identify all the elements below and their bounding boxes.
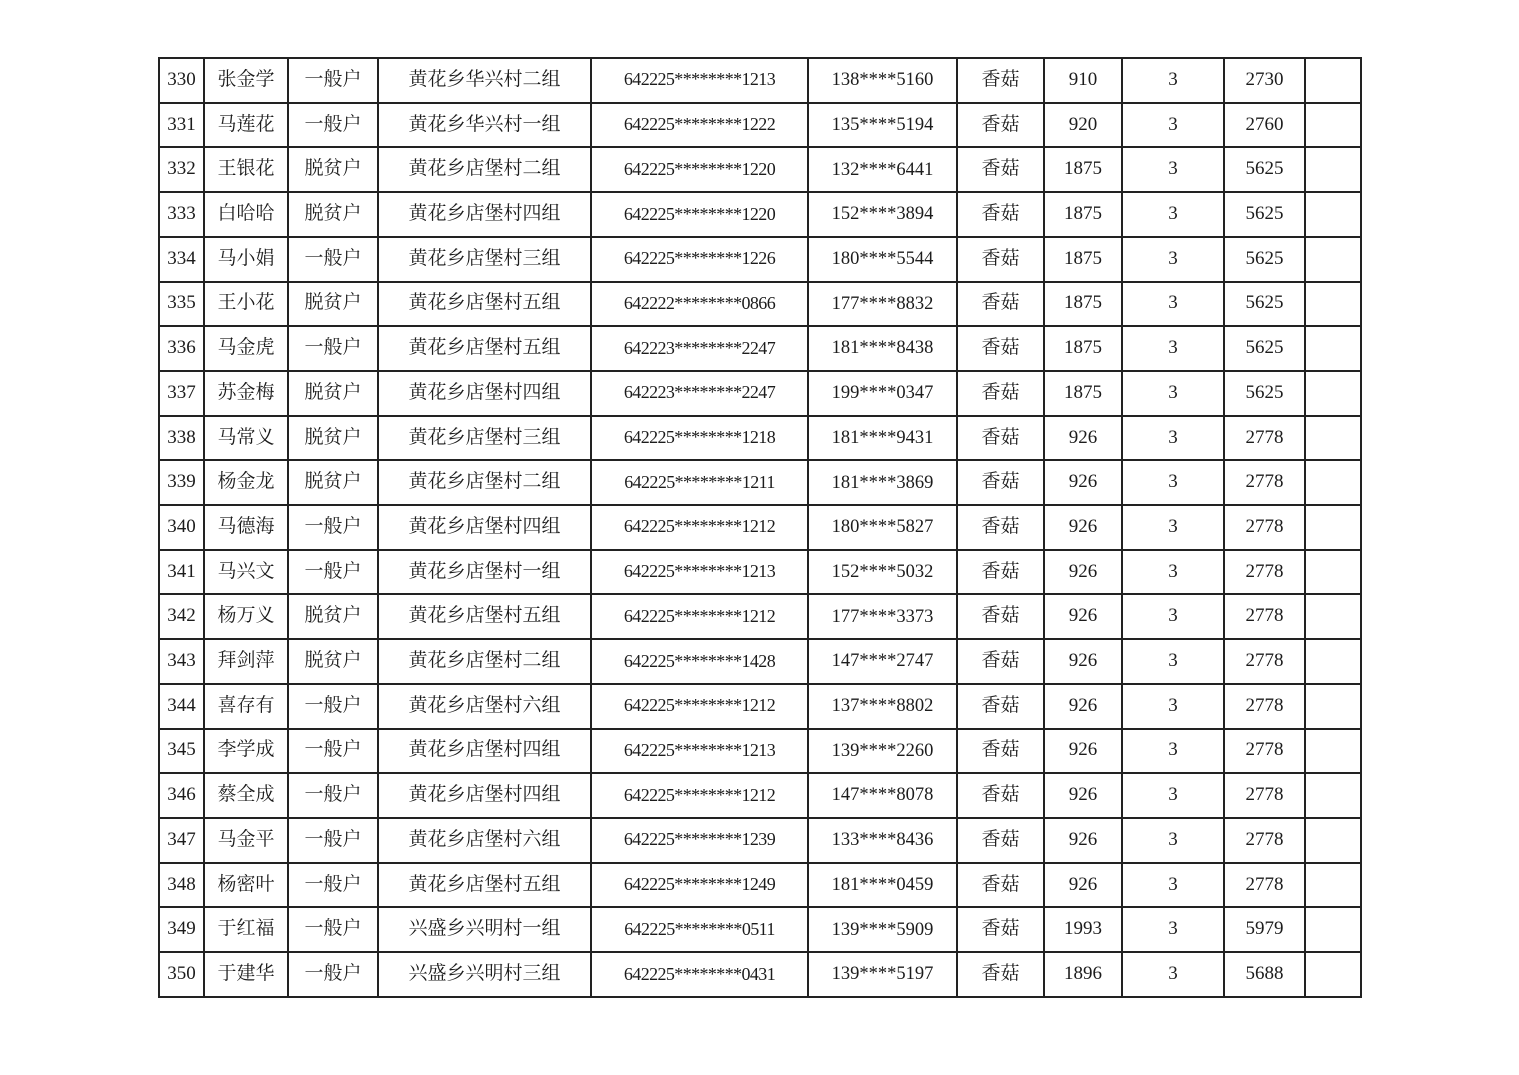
cell-unit-count: 3 <box>1122 639 1224 684</box>
cell-unit-count: 3 <box>1122 818 1224 863</box>
cell-phone-number: 177****3373 <box>808 594 957 639</box>
cell-total-amount: 2778 <box>1224 863 1305 908</box>
cell-person-name: 白哈哈 <box>204 192 288 237</box>
cell-note <box>1305 326 1361 371</box>
cell-phone-number: 180****5827 <box>808 505 957 550</box>
cell-phone-number: 152****5032 <box>808 550 957 595</box>
cell-phone-number: 177****8832 <box>808 282 957 327</box>
cell-id-number: 642225********1428 <box>591 639 808 684</box>
cell-row-number: 333 <box>159 192 204 237</box>
cell-person-name: 于红福 <box>204 907 288 952</box>
cell-household-type: 脱贫户 <box>288 594 378 639</box>
cell-total-amount: 5625 <box>1224 326 1305 371</box>
cell-phone-number: 139****5909 <box>808 907 957 952</box>
cell-total-amount: 5625 <box>1224 282 1305 327</box>
cell-quantity: 926 <box>1044 460 1122 505</box>
cell-phone-number: 199****0347 <box>808 371 957 416</box>
cell-row-number: 330 <box>159 58 204 103</box>
roster-table-body <box>159 58 1361 997</box>
cell-address: 黄花乡店堡村三组 <box>378 237 591 282</box>
cell-quantity: 910 <box>1044 58 1122 103</box>
cell-address: 黄花乡店堡村三组 <box>378 416 591 461</box>
cell-person-name: 马兴文 <box>204 550 288 595</box>
cell-person-name: 马常义 <box>204 416 288 461</box>
cell-id-number: 642225********1220 <box>591 192 808 237</box>
cell-id-number: 642225********0431 <box>591 952 808 997</box>
cell-product: 香菇 <box>957 460 1044 505</box>
cell-note <box>1305 58 1361 103</box>
cell-household-type: 脱贫户 <box>288 147 378 192</box>
cell-phone-number: 181****9431 <box>808 416 957 461</box>
cell-note <box>1305 773 1361 818</box>
cell-total-amount: 5688 <box>1224 952 1305 997</box>
cell-phone-number: 181****3869 <box>808 460 957 505</box>
cell-quantity: 926 <box>1044 505 1122 550</box>
cell-id-number: 642225********1212 <box>591 773 808 818</box>
cell-total-amount: 2778 <box>1224 818 1305 863</box>
cell-unit-count: 3 <box>1122 594 1224 639</box>
cell-id-number: 642225********1213 <box>591 58 808 103</box>
cell-phone-number: 147****2747 <box>808 639 957 684</box>
table-row <box>159 147 1361 192</box>
cell-phone-number: 132****6441 <box>808 147 957 192</box>
cell-note <box>1305 416 1361 461</box>
cell-address: 黄花乡华兴村二组 <box>378 58 591 103</box>
cell-quantity: 1875 <box>1044 326 1122 371</box>
cell-unit-count: 3 <box>1122 147 1224 192</box>
table-row <box>159 103 1361 148</box>
cell-id-number: 642225********1222 <box>591 103 808 148</box>
cell-id-number: 642225********1213 <box>591 550 808 595</box>
cell-person-name: 苏金梅 <box>204 371 288 416</box>
cell-id-number: 642222********0866 <box>591 282 808 327</box>
cell-row-number: 345 <box>159 729 204 774</box>
cell-id-number: 642225********1239 <box>591 818 808 863</box>
table-row <box>159 460 1361 505</box>
cell-phone-number: 147****8078 <box>808 773 957 818</box>
cell-total-amount: 2778 <box>1224 594 1305 639</box>
cell-product: 香菇 <box>957 237 1044 282</box>
cell-phone-number: 133****8436 <box>808 818 957 863</box>
cell-unit-count: 3 <box>1122 237 1224 282</box>
cell-household-type: 脱贫户 <box>288 416 378 461</box>
cell-total-amount: 2778 <box>1224 460 1305 505</box>
cell-phone-number: 152****3894 <box>808 192 957 237</box>
cell-row-number: 336 <box>159 326 204 371</box>
cell-product: 香菇 <box>957 818 1044 863</box>
cell-phone-number: 181****0459 <box>808 863 957 908</box>
cell-note <box>1305 818 1361 863</box>
cell-unit-count: 3 <box>1122 505 1224 550</box>
cell-person-name: 喜存有 <box>204 684 288 729</box>
cell-address: 黄花乡店堡村六组 <box>378 684 591 729</box>
cell-note <box>1305 103 1361 148</box>
cell-person-name: 王银花 <box>204 147 288 192</box>
cell-unit-count: 3 <box>1122 192 1224 237</box>
cell-address: 黄花乡店堡村五组 <box>378 863 591 908</box>
cell-person-name: 王小花 <box>204 282 288 327</box>
cell-quantity: 1875 <box>1044 192 1122 237</box>
cell-note <box>1305 639 1361 684</box>
cell-total-amount: 2760 <box>1224 103 1305 148</box>
cell-address: 黄花乡店堡村二组 <box>378 639 591 684</box>
cell-product: 香菇 <box>957 371 1044 416</box>
cell-note <box>1305 684 1361 729</box>
cell-row-number: 350 <box>159 952 204 997</box>
cell-unit-count: 3 <box>1122 863 1224 908</box>
cell-row-number: 349 <box>159 907 204 952</box>
cell-household-type: 脱贫户 <box>288 639 378 684</box>
cell-note <box>1305 237 1361 282</box>
cell-product: 香菇 <box>957 416 1044 461</box>
cell-row-number: 341 <box>159 550 204 595</box>
cell-address: 黄花乡店堡村四组 <box>378 505 591 550</box>
cell-unit-count: 3 <box>1122 729 1224 774</box>
cell-quantity: 1875 <box>1044 371 1122 416</box>
cell-phone-number: 138****5160 <box>808 58 957 103</box>
cell-household-type: 一般户 <box>288 729 378 774</box>
cell-total-amount: 2778 <box>1224 505 1305 550</box>
cell-quantity: 1993 <box>1044 907 1122 952</box>
cell-row-number: 347 <box>159 818 204 863</box>
cell-address: 黄花乡店堡村六组 <box>378 818 591 863</box>
cell-id-number: 642225********1226 <box>591 237 808 282</box>
cell-total-amount: 5625 <box>1224 192 1305 237</box>
cell-quantity: 926 <box>1044 594 1122 639</box>
cell-product: 香菇 <box>957 773 1044 818</box>
cell-unit-count: 3 <box>1122 416 1224 461</box>
table-row <box>159 594 1361 639</box>
cell-product: 香菇 <box>957 684 1044 729</box>
cell-household-type: 脱贫户 <box>288 460 378 505</box>
table-row <box>159 639 1361 684</box>
cell-quantity: 926 <box>1044 863 1122 908</box>
table-row <box>159 684 1361 729</box>
cell-note <box>1305 505 1361 550</box>
cell-unit-count: 3 <box>1122 371 1224 416</box>
cell-unit-count: 3 <box>1122 58 1224 103</box>
cell-unit-count: 3 <box>1122 550 1224 595</box>
table-row <box>159 192 1361 237</box>
table-row <box>159 505 1361 550</box>
cell-total-amount: 2778 <box>1224 684 1305 729</box>
cell-product: 香菇 <box>957 103 1044 148</box>
cell-address: 黄花乡店堡村五组 <box>378 326 591 371</box>
cell-note <box>1305 147 1361 192</box>
cell-row-number: 339 <box>159 460 204 505</box>
cell-address: 黄花乡店堡村四组 <box>378 192 591 237</box>
cell-household-type: 一般户 <box>288 326 378 371</box>
cell-product: 香菇 <box>957 550 1044 595</box>
cell-row-number: 338 <box>159 416 204 461</box>
table-row <box>159 58 1361 103</box>
table-row <box>159 237 1361 282</box>
cell-address: 黄花乡华兴村一组 <box>378 103 591 148</box>
cell-note <box>1305 863 1361 908</box>
table-row <box>159 416 1361 461</box>
cell-id-number: 642225********1213 <box>591 729 808 774</box>
cell-total-amount: 5625 <box>1224 371 1305 416</box>
cell-row-number: 344 <box>159 684 204 729</box>
cell-row-number: 343 <box>159 639 204 684</box>
cell-quantity: 1875 <box>1044 237 1122 282</box>
cell-address: 黄花乡店堡村一组 <box>378 550 591 595</box>
cell-person-name: 杨密叶 <box>204 863 288 908</box>
cell-total-amount: 5625 <box>1224 147 1305 192</box>
cell-unit-count: 3 <box>1122 326 1224 371</box>
cell-id-number: 642225********0511 <box>591 907 808 952</box>
cell-id-number: 642225********1249 <box>591 863 808 908</box>
cell-quantity: 926 <box>1044 639 1122 684</box>
cell-household-type: 一般户 <box>288 907 378 952</box>
cell-product: 香菇 <box>957 952 1044 997</box>
cell-phone-number: 180****5544 <box>808 237 957 282</box>
household-roster-table <box>158 57 1362 998</box>
cell-person-name: 于建华 <box>204 952 288 997</box>
cell-unit-count: 3 <box>1122 460 1224 505</box>
cell-person-name: 马金虎 <box>204 326 288 371</box>
table-row <box>159 550 1361 595</box>
cell-unit-count: 3 <box>1122 282 1224 327</box>
cell-total-amount: 2730 <box>1224 58 1305 103</box>
cell-quantity: 926 <box>1044 684 1122 729</box>
cell-row-number: 334 <box>159 237 204 282</box>
cell-address: 兴盛乡兴明村一组 <box>378 907 591 952</box>
cell-note <box>1305 192 1361 237</box>
cell-row-number: 340 <box>159 505 204 550</box>
cell-product: 香菇 <box>957 907 1044 952</box>
cell-address: 黄花乡店堡村二组 <box>378 147 591 192</box>
cell-product: 香菇 <box>957 58 1044 103</box>
cell-person-name: 张金学 <box>204 58 288 103</box>
cell-unit-count: 3 <box>1122 907 1224 952</box>
table-row <box>159 773 1361 818</box>
cell-quantity: 926 <box>1044 550 1122 595</box>
cell-row-number: 337 <box>159 371 204 416</box>
cell-address: 黄花乡店堡村五组 <box>378 282 591 327</box>
cell-product: 香菇 <box>957 594 1044 639</box>
cell-row-number: 342 <box>159 594 204 639</box>
cell-total-amount: 2778 <box>1224 550 1305 595</box>
cell-address: 黄花乡店堡村四组 <box>378 371 591 416</box>
cell-quantity: 1875 <box>1044 147 1122 192</box>
cell-product: 香菇 <box>957 729 1044 774</box>
cell-row-number: 348 <box>159 863 204 908</box>
cell-note <box>1305 550 1361 595</box>
cell-address: 黄花乡店堡村四组 <box>378 773 591 818</box>
cell-quantity: 926 <box>1044 729 1122 774</box>
cell-total-amount: 5979 <box>1224 907 1305 952</box>
cell-unit-count: 3 <box>1122 952 1224 997</box>
cell-phone-number: 139****5197 <box>808 952 957 997</box>
cell-total-amount: 2778 <box>1224 773 1305 818</box>
cell-household-type: 脱贫户 <box>288 371 378 416</box>
cell-person-name: 拜剑萍 <box>204 639 288 684</box>
cell-household-type: 脱贫户 <box>288 192 378 237</box>
cell-total-amount: 2778 <box>1224 416 1305 461</box>
cell-phone-number: 135****5194 <box>808 103 957 148</box>
cell-household-type: 一般户 <box>288 818 378 863</box>
cell-total-amount: 5625 <box>1224 237 1305 282</box>
cell-household-type: 一般户 <box>288 684 378 729</box>
cell-household-type: 一般户 <box>288 773 378 818</box>
cell-household-type: 一般户 <box>288 952 378 997</box>
table-row <box>159 952 1361 997</box>
cell-note <box>1305 282 1361 327</box>
cell-quantity: 1875 <box>1044 282 1122 327</box>
cell-household-type: 一般户 <box>288 550 378 595</box>
table-row <box>159 729 1361 774</box>
cell-id-number: 642225********1218 <box>591 416 808 461</box>
cell-person-name: 马德海 <box>204 505 288 550</box>
cell-household-type: 一般户 <box>288 863 378 908</box>
cell-row-number: 335 <box>159 282 204 327</box>
cell-product: 香菇 <box>957 147 1044 192</box>
table-row <box>159 863 1361 908</box>
cell-person-name: 杨金龙 <box>204 460 288 505</box>
cell-person-name: 马莲花 <box>204 103 288 148</box>
cell-note <box>1305 371 1361 416</box>
table-row <box>159 818 1361 863</box>
table-row <box>159 907 1361 952</box>
cell-household-type: 一般户 <box>288 58 378 103</box>
cell-total-amount: 2778 <box>1224 639 1305 684</box>
table-row <box>159 326 1361 371</box>
cell-id-number: 642225********1211 <box>591 460 808 505</box>
cell-address: 兴盛乡兴明村三组 <box>378 952 591 997</box>
cell-product: 香菇 <box>957 326 1044 371</box>
cell-row-number: 346 <box>159 773 204 818</box>
cell-id-number: 642225********1212 <box>591 594 808 639</box>
cell-address: 黄花乡店堡村五组 <box>378 594 591 639</box>
cell-product: 香菇 <box>957 505 1044 550</box>
cell-quantity: 926 <box>1044 818 1122 863</box>
cell-product: 香菇 <box>957 192 1044 237</box>
cell-total-amount: 2778 <box>1224 729 1305 774</box>
cell-product: 香菇 <box>957 863 1044 908</box>
cell-person-name: 马金平 <box>204 818 288 863</box>
cell-phone-number: 137****8802 <box>808 684 957 729</box>
cell-unit-count: 3 <box>1122 103 1224 148</box>
cell-person-name: 李学成 <box>204 729 288 774</box>
cell-quantity: 1896 <box>1044 952 1122 997</box>
cell-note <box>1305 594 1361 639</box>
cell-household-type: 一般户 <box>288 505 378 550</box>
cell-phone-number: 181****8438 <box>808 326 957 371</box>
cell-id-number: 642225********1212 <box>591 684 808 729</box>
cell-household-type: 脱贫户 <box>288 282 378 327</box>
cell-row-number: 331 <box>159 103 204 148</box>
cell-person-name: 蔡全成 <box>204 773 288 818</box>
cell-product: 香菇 <box>957 639 1044 684</box>
cell-address: 黄花乡店堡村二组 <box>378 460 591 505</box>
cell-id-number: 642223********2247 <box>591 371 808 416</box>
cell-product: 香菇 <box>957 282 1044 327</box>
cell-id-number: 642223********2247 <box>591 326 808 371</box>
cell-person-name: 杨万义 <box>204 594 288 639</box>
cell-household-type: 一般户 <box>288 237 378 282</box>
cell-note <box>1305 907 1361 952</box>
cell-quantity: 926 <box>1044 416 1122 461</box>
cell-phone-number: 139****2260 <box>808 729 957 774</box>
cell-note <box>1305 952 1361 997</box>
cell-address: 黄花乡店堡村四组 <box>378 729 591 774</box>
cell-row-number: 332 <box>159 147 204 192</box>
cell-note <box>1305 460 1361 505</box>
cell-person-name: 马小娟 <box>204 237 288 282</box>
cell-note <box>1305 729 1361 774</box>
cell-quantity: 926 <box>1044 773 1122 818</box>
cell-unit-count: 3 <box>1122 773 1224 818</box>
cell-unit-count: 3 <box>1122 684 1224 729</box>
table-row <box>159 282 1361 327</box>
cell-quantity: 920 <box>1044 103 1122 148</box>
cell-household-type: 一般户 <box>288 103 378 148</box>
table-row <box>159 371 1361 416</box>
cell-id-number: 642225********1212 <box>591 505 808 550</box>
cell-id-number: 642225********1220 <box>591 147 808 192</box>
